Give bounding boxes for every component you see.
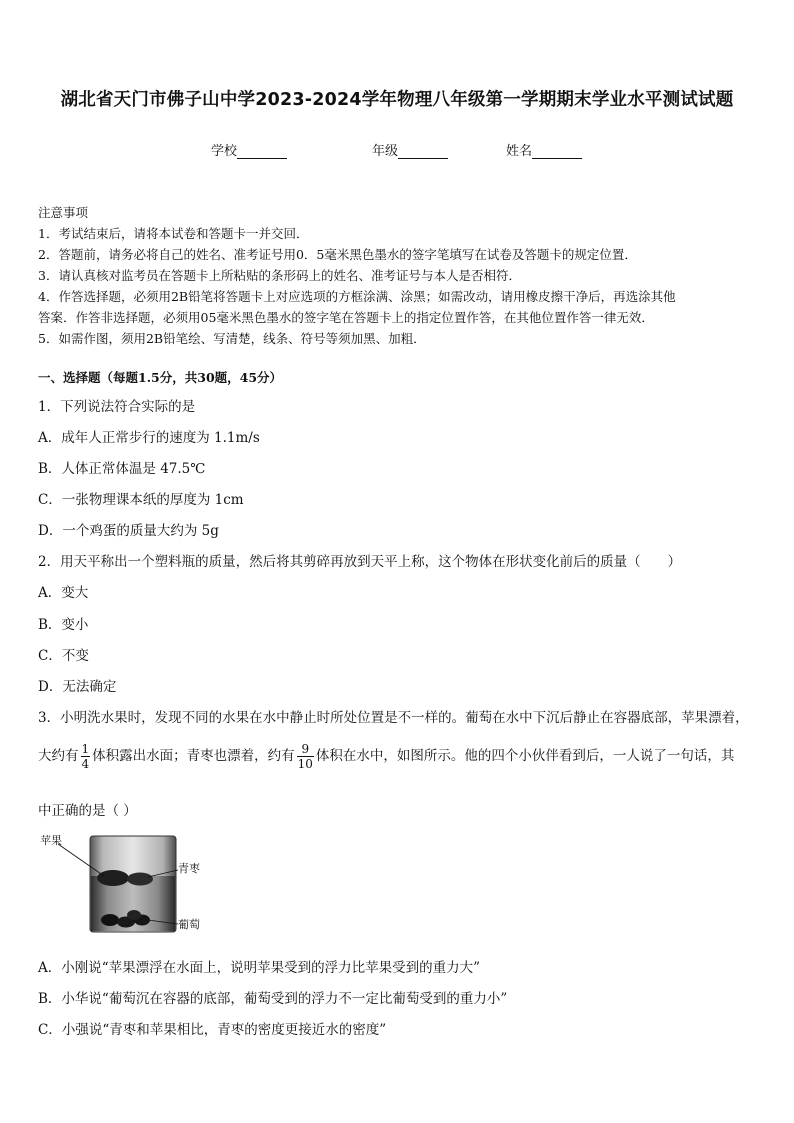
q3-stem-line2 bbox=[38, 742, 734, 771]
notice-item: 1．考试结束后，请将本试卷和答题卡一并交回． bbox=[38, 226, 309, 241]
section-heading: 一、选择题（每题1.5分，共30题，45分） bbox=[38, 370, 283, 385]
fraction-one-quarter: $\frac{1}{4}$ bbox=[81, 742, 90, 771]
jujube-shape bbox=[127, 873, 153, 886]
q3-text-b: 体积露出水面；青枣也漂着，约有 bbox=[92, 748, 295, 764]
notice-block bbox=[38, 202, 760, 349]
label-jujube: 青枣 bbox=[178, 862, 200, 875]
school-label: 学校 bbox=[211, 144, 238, 159]
name-label: 姓名 bbox=[506, 144, 533, 159]
q2-option-b: B．变小 bbox=[38, 617, 89, 633]
q3-option-a: A．小刚说“苹果漂浮在水面上，说明苹果受到的浮力比苹果受到的重力大” bbox=[38, 960, 481, 976]
page-title: 湖北省天门市佛子山中学2023-2024学年物理八年级第一学期期末学业水平测试试题 bbox=[60, 90, 734, 110]
name-field bbox=[506, 140, 582, 159]
label-apple: 苹果 bbox=[40, 834, 62, 847]
q1-option-a: A．成年人正常步行的速度为 1.1m/s bbox=[38, 430, 260, 446]
fruit-in-water-figure bbox=[38, 832, 218, 937]
q3-stem-line1: 3．小明洗水果时，发现不同的水果在水中静止时所处位置是不一样的。葡萄在水中下沉后静止在容器底部，苹果漂着， bbox=[38, 710, 749, 726]
q1-option-b: B．人体正常体温是 47.5℃ bbox=[38, 461, 206, 477]
q1-option-d: D．一个鸡蛋的质量大约为 5g bbox=[38, 523, 219, 539]
notice-item: 答案．作答非选择题，必须用05毫米黑色墨水的签字笔在答题卡上的指定位置作答，在其他位置作答一律无效． bbox=[38, 310, 654, 325]
apple-shape bbox=[97, 870, 129, 886]
notice-item: 2．答题前，请务必将自己的姓名、准考证号用0．5毫米黑色墨水的签字笔填写在试卷及答题卡的规定位置． bbox=[38, 247, 637, 262]
name-blank[interactable] bbox=[532, 144, 582, 159]
school-field bbox=[211, 140, 287, 159]
q2-option-c: C．不变 bbox=[38, 648, 89, 664]
school-blank[interactable] bbox=[237, 144, 287, 159]
notice-item: 3．请认真核对监考员在答题卡上所粘贴的条形码上的姓名、准考证号与本人是否相符． bbox=[38, 268, 521, 283]
notice-item: 4．作答选择题，必须用2B铅笔将答题卡上对应选项的方框涂满、涂黑；如需改动，请用橡皮擦干净后，再选涂其他 bbox=[38, 289, 676, 304]
q3-option-c: C．小强说“青枣和苹果相比，青枣的密度更接近水的密度” bbox=[38, 1022, 387, 1038]
q2-option-a: A．变大 bbox=[38, 585, 89, 601]
grade-blank[interactable] bbox=[398, 144, 448, 159]
q3-option-b: B．小华说“葡萄沉在容器的底部，葡萄受到的浮力不一定比葡萄受到的重力小” bbox=[38, 991, 508, 1007]
grape-shape bbox=[127, 910, 141, 920]
grape-shape bbox=[101, 914, 119, 926]
q2-option-d: D．无法确定 bbox=[38, 679, 117, 695]
q3-text-c: 体积在水中，如图所示。他的四个小伙伴看到后，一人说了一句话，其 bbox=[315, 748, 735, 764]
notice-heading: 注意事项 bbox=[38, 205, 89, 220]
q1-stem: 1．下列说法符合实际的是 bbox=[38, 399, 196, 415]
label-grape: 葡萄 bbox=[178, 918, 200, 931]
q3-stem-line3: 中正确的是（ ） bbox=[38, 803, 137, 819]
grade-field bbox=[372, 140, 448, 159]
q3-text-a: 大约有 bbox=[38, 748, 79, 764]
fraction-nine-tenths: $\frac{9}{10}$ bbox=[297, 742, 313, 771]
q2-stem: 2．用天平称出一个塑料瓶的质量，然后将其剪碎再放到天平上称，这个物体在形状变化前后的质量（ ） bbox=[38, 554, 682, 570]
q1-option-c: C．一张物理课本纸的厚度为 1cm bbox=[38, 492, 244, 508]
grade-label: 年级 bbox=[372, 144, 399, 159]
notice-item: 5．如需作图，须用2B铅笔绘、写清楚，线条、符号等须加黑、加粗． bbox=[38, 331, 426, 346]
